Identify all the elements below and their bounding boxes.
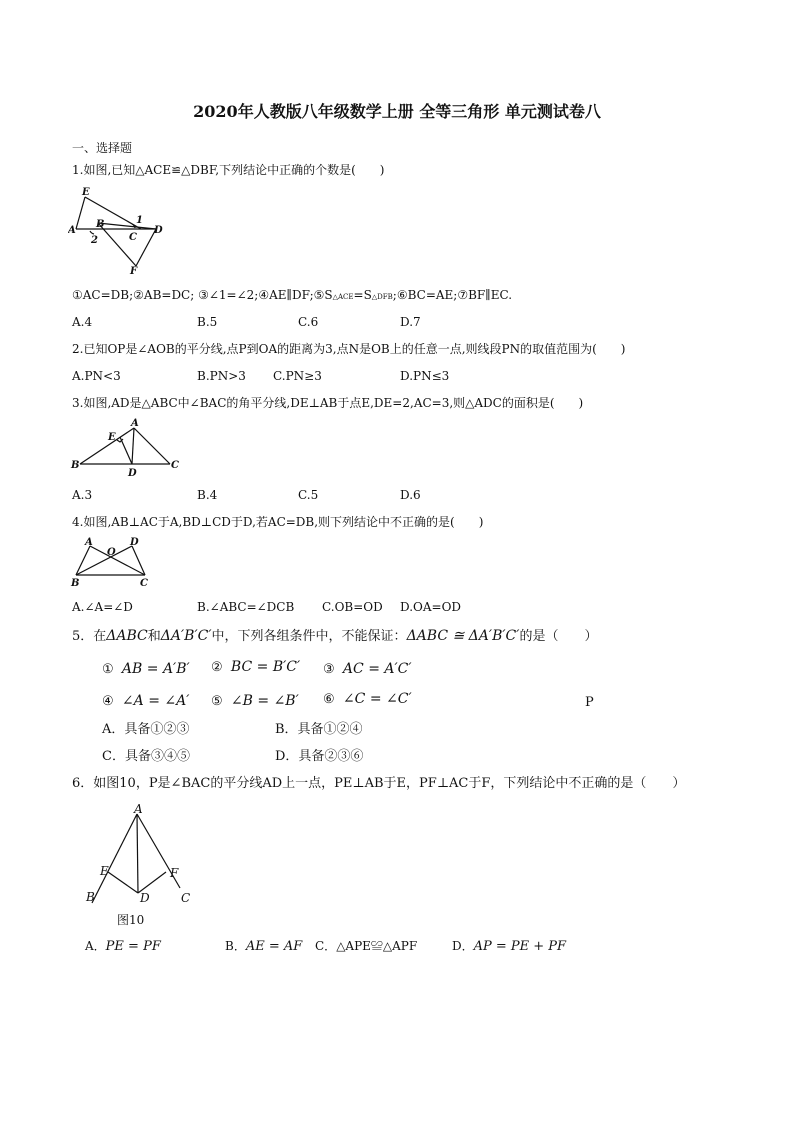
q4-stem: 4.如图,AB⊥AC于A,BD⊥CD于D,若AC=DB,则下列结论中不正确的是( ) xyxy=(72,515,484,529)
q5-cond-1-expr: AB = A′B′ xyxy=(121,661,190,677)
q5-cond-1 xyxy=(102,661,190,678)
q5-option-b: B．具备①②④ xyxy=(275,722,363,737)
q6-option-a-key: A． xyxy=(85,939,106,953)
q3-option-c: C.5 xyxy=(298,488,319,502)
q6-option-b-expr: AE = AF xyxy=(245,939,303,954)
page-title: 2020年人教版八年级数学上册 全等三角形 单元测试卷八 xyxy=(193,102,601,121)
q5-option-d: D．具备②③⑥ xyxy=(275,749,364,764)
q2-stem: 2.已知OP是∠AOB的平分线,点P到OA的距离为3,点N是OB上的任意一点,则线段PN的取值范围为( ) xyxy=(72,342,626,356)
q2-option-a: A.PN<3 xyxy=(72,369,121,383)
q5-congruence: ΔABC ≅ ΔA′B′C′ xyxy=(406,628,520,644)
q6-option-d-expr: AP = PE + PF xyxy=(473,939,567,954)
q1-area-sub-1: △ACE xyxy=(332,293,354,301)
q6-option-c xyxy=(315,938,417,954)
q5-stem-a: 5．在 xyxy=(72,629,107,644)
q6-option-a xyxy=(85,938,161,955)
q6-option-c-key: C． xyxy=(315,939,337,953)
q5-cond-4 xyxy=(102,693,189,710)
q6-stem: 6．如图10，P是∠BAC的平分线AD上一点，PE⊥AB于E，PF⊥AC于F，下列结论中不正确的是（ ） xyxy=(72,776,686,791)
q1-option-c: C.6 xyxy=(298,315,319,329)
q5-cond-2-num: ② xyxy=(211,660,223,675)
q6-option-d xyxy=(452,938,566,955)
q2-option-b: B.PN>3 xyxy=(197,369,246,383)
q1-area-sub-2: △DFB xyxy=(371,293,393,301)
q5-stem-d: 的是（ ） xyxy=(519,629,598,644)
q6-option-b xyxy=(225,938,302,955)
q6-figure xyxy=(80,800,200,930)
q5-option-c: C．具备③④⑤ xyxy=(102,749,190,764)
q1-label-a: A xyxy=(68,225,76,236)
q3-option-b: B.4 xyxy=(197,488,218,502)
q1-label-d: D xyxy=(154,225,163,236)
q4-label-d: D xyxy=(130,537,139,548)
q6-label-f: F xyxy=(170,866,179,880)
q5-cond-4-expr: ∠A = ∠A′ xyxy=(121,693,190,709)
q1-option-d: D.7 xyxy=(400,315,421,329)
q5-stray-p: P xyxy=(585,695,594,710)
q1-label-2: 2 xyxy=(91,235,98,246)
q4-option-a: A.∠A=∠D xyxy=(72,600,133,614)
q1-option-a: A.4 xyxy=(72,315,93,329)
q5-cond-3 xyxy=(323,661,412,678)
q5-cond-3-num: ③ xyxy=(323,662,335,677)
q1-figure xyxy=(68,183,168,279)
q6-figure-caption: 图10 xyxy=(117,913,145,927)
q6-label-e: E xyxy=(100,864,109,878)
q1-conclusions-b: =S xyxy=(353,288,372,302)
q6-label-c: C xyxy=(181,891,191,905)
q6-option-b-key: B． xyxy=(225,939,246,953)
q6-label-d: D xyxy=(140,891,150,905)
q2-option-d: D.PN≤3 xyxy=(400,369,450,383)
q1-stem: 1.如图,已知△ACE≌△DBF,下列结论中正确的个数是( ) xyxy=(72,163,385,177)
q5-stem-b: 和 xyxy=(147,629,161,644)
q1-label-c: C xyxy=(129,232,137,243)
q6-option-a-expr: PE = PF xyxy=(105,939,161,954)
q3-figure xyxy=(68,416,188,478)
q5-cond-2 xyxy=(211,659,300,676)
q5-cond-6-expr: ∠C = ∠C′ xyxy=(342,691,412,707)
q3-label-d: D xyxy=(128,468,137,478)
q5-cond-5 xyxy=(211,693,299,710)
q2-option-c: C.PN≥3 xyxy=(273,369,322,383)
q4-label-c: C xyxy=(140,578,148,589)
q3-stem: 3.如图,AD是△ABC中∠BAC的角平分线,DE⊥AB于点E,DE=2,AC=3,则△ADC的面积是( ) xyxy=(72,396,584,410)
q3-option-a: A.3 xyxy=(72,488,93,502)
q5-stem xyxy=(72,628,597,645)
q5-cond-2-expr: BC = B′C′ xyxy=(230,659,301,675)
q1-label-e: E xyxy=(82,187,90,198)
q5-stem-c: 中，下列各组条件中，不能保证： xyxy=(211,629,407,644)
q4-label-o: O xyxy=(107,547,116,558)
q5-cond-6 xyxy=(323,691,412,708)
q1-label-f: F xyxy=(130,266,138,277)
q5-option-a: A．具备①②③ xyxy=(102,722,190,737)
q5-cond-6-num: ⑥ xyxy=(323,692,335,707)
q5-cond-1-num: ① xyxy=(102,662,114,677)
q4-label-a: A xyxy=(85,537,93,548)
q3-option-d: D.6 xyxy=(400,488,421,502)
q4-option-b: B.∠ABC=∠DCB xyxy=(197,600,295,614)
q4-figure xyxy=(68,535,158,591)
q1-conclusions-c: ;⑥BC=AE;⑦BF∥EC. xyxy=(392,288,513,302)
q6-label-b: B xyxy=(86,890,95,904)
q5-cond-5-expr: ∠B = ∠B′ xyxy=(230,693,299,709)
q1-option-b: B.5 xyxy=(197,315,218,329)
section-heading: 一、选择题 xyxy=(72,141,133,155)
q4-option-d: D.OA=OD xyxy=(400,600,462,614)
q3-label-a: A xyxy=(131,418,139,429)
q3-label-b: B xyxy=(71,460,80,471)
q1-label-b: B xyxy=(96,219,105,230)
q5-triangle-1: ΔABC xyxy=(106,628,148,644)
q5-cond-4-num: ④ xyxy=(102,694,114,709)
q1-conclusions xyxy=(72,287,512,305)
q5-cond-5-num: ⑤ xyxy=(211,694,223,709)
q1-conclusions-a: ①AC=DB;②AB=DC; ③∠1=∠2;④AE∥DF;⑤S xyxy=(72,288,333,302)
q3-label-e: E xyxy=(108,432,116,443)
q6-option-c-expr: △APE≌△APF xyxy=(336,939,418,953)
q4-option-c: C.OB=OD xyxy=(322,600,383,614)
q3-label-c: C xyxy=(171,460,179,471)
q1-label-1: 1 xyxy=(136,215,143,226)
q4-label-b: B xyxy=(71,578,80,589)
q6-option-d-key: D． xyxy=(452,939,474,953)
q5-triangle-2: ΔA′B′C′ xyxy=(160,628,212,644)
q5-cond-3-expr: AC = A′C′ xyxy=(342,661,412,677)
q6-label-a: A xyxy=(134,802,143,816)
